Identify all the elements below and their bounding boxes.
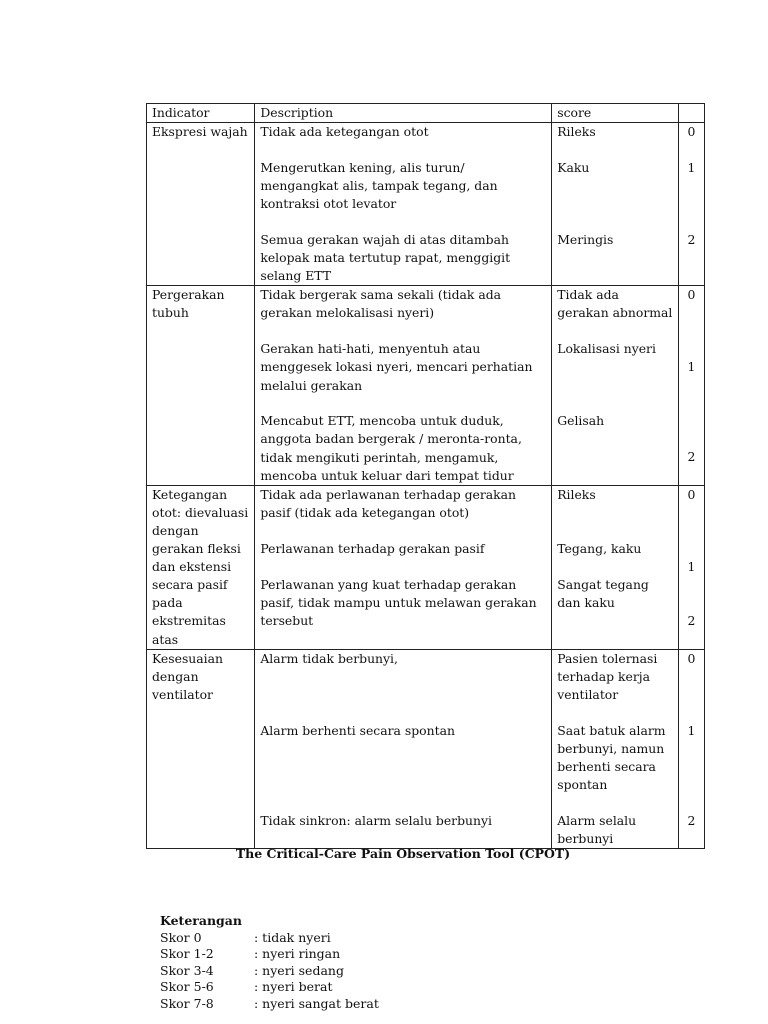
score-cell: [678, 485, 704, 649]
score-value: 2: [687, 612, 696, 628]
indicator-line: Ketegangan: [152, 486, 228, 502]
category-entry: Kaku: [557, 160, 590, 176]
description-cell: [255, 123, 552, 286]
indicator-line: dan ekstensi: [152, 559, 232, 575]
score-cell: [678, 286, 704, 485]
description-cell: [255, 485, 552, 649]
description-entry: Tidak sinkron: alarm selalu berbunyi: [260, 812, 492, 828]
score-value: 2: [687, 449, 696, 465]
legend-item: [160, 930, 379, 947]
table-row: [147, 649, 705, 848]
table-row: [147, 123, 705, 286]
indicator-line: ekstremitas: [152, 613, 226, 629]
description-entry: Alarm tidak berbunyi,: [260, 650, 398, 666]
legend-item: [160, 963, 379, 980]
description-entry: Semua gerakan wajah di atas ditambah kelopak mata tertutup rapat, menggigit selang ETT: [260, 232, 511, 284]
legend-label: Skor 5-6: [160, 979, 214, 994]
table-caption: The Critical-Care Pain Observation Tool (CPOT): [235, 846, 571, 861]
indicator-line: tubuh: [152, 305, 189, 321]
category-entry: Meringis: [557, 232, 614, 248]
category-entry: Gelisah: [557, 413, 605, 429]
indicator-line: ventilator: [152, 686, 213, 702]
indicator-line: gerakan fleksi: [152, 541, 241, 557]
legend-label: Skor 0: [160, 929, 202, 945]
category-entry: Tidak ada gerakan abnormal: [557, 287, 673, 321]
description-entry: Mencabut ETT, mencoba untuk duduk, anggota badan bergerak / meronta-ronta, tidak mengikuti perintah, mengamuk, mencoba untuk keluar dari tempat tidur: [260, 413, 522, 483]
indicator-line: secara pasif: [152, 577, 228, 593]
indicator-line: dengan: [152, 668, 199, 684]
description-entry: Perlawanan yang kuat terhadap gerakan pasif, tidak mampu untuk melawan gerakan tersebut: [260, 576, 537, 628]
indicator-cell: [147, 649, 255, 848]
score-legend: [160, 913, 379, 1012]
description-entry: Gerakan hati-hati, menyentuh atau menggesek lokasi nyeri, mencari perhatian melalui gerakan: [260, 341, 533, 393]
legend-item: [160, 996, 379, 1013]
score-value: 0: [687, 486, 696, 502]
description-entry: Tidak ada ketegangan otot: [260, 124, 429, 140]
category-entry: Saat batuk alarm berbunyi, namun berhenti secara spontan: [557, 722, 666, 792]
header-description: Description: [255, 104, 552, 123]
description-entry: Mengerutkan kening, alis turun/ mengangkat alis, tampak tegang, dan kontraksi otot levator: [260, 160, 498, 212]
indicator-line: dengan: [152, 522, 199, 538]
category-entry: Rileks: [557, 486, 596, 502]
category-cell: [552, 123, 679, 286]
score-value: 1: [687, 359, 696, 375]
indicator-line: otot: dievaluasi: [152, 504, 249, 520]
description-entry: Tidak bergerak sama sekali (tidak ada gerakan melokalisasi nyeri): [260, 287, 502, 321]
legend-title: Keterangan: [160, 913, 242, 928]
legend-value: : nyeri sangat berat: [254, 995, 379, 1011]
description-cell: [255, 649, 552, 848]
indicator-line: pada: [152, 595, 183, 611]
indicator-cell: [147, 286, 255, 485]
table-header-row: [147, 104, 705, 123]
category-entry: Alarm selalu berbunyi: [557, 812, 637, 846]
legend-value: : nyeri berat: [254, 979, 333, 994]
legend-item: [160, 979, 379, 996]
header-indicator: Indicator: [147, 104, 255, 123]
description-cell: [255, 286, 552, 485]
score-value: 2: [687, 812, 696, 828]
score-cell: [678, 123, 704, 286]
category-entry: Tegang, kaku: [557, 540, 642, 556]
category-cell: [552, 649, 679, 848]
indicator-line: Pergerakan: [152, 287, 225, 303]
indicator-line: atas: [152, 631, 179, 647]
category-cell: [552, 286, 679, 485]
score-value: 0: [687, 287, 696, 303]
category-entry: Lokalisasi nyeri: [557, 341, 656, 357]
table-row: [147, 485, 705, 649]
legend-item: [160, 946, 379, 963]
legend-label: Skor 1-2: [160, 946, 214, 961]
indicator-cell: [147, 485, 255, 649]
score-value: 1: [687, 558, 696, 574]
category-entry: Rileks: [557, 124, 596, 140]
score-value: 0: [687, 650, 696, 666]
description-entry: Alarm berhenti secara spontan: [260, 722, 455, 738]
header-score: score: [552, 104, 679, 123]
score-value: 1: [687, 722, 696, 738]
cpot-table: [146, 103, 705, 849]
header-value: [678, 104, 704, 123]
category-cell: [552, 485, 679, 649]
indicator-cell: [147, 123, 255, 286]
legend-value: : tidak nyeri: [254, 929, 331, 945]
category-entry: Sangat tegang dan kaku: [557, 576, 649, 610]
indicator-line: Ekspresi wajah: [152, 124, 248, 140]
legend-label: Skor 7-8: [160, 995, 214, 1011]
description-entry: Perlawanan terhadap gerakan pasif: [260, 540, 485, 556]
score-cell: [678, 649, 704, 848]
score-value: 0: [687, 124, 696, 140]
description-entry: Tidak ada perlawanan terhadap gerakan pasif (tidak ada ketegangan otot): [260, 486, 517, 520]
score-value: 1: [687, 160, 696, 176]
legend-label: Skor 3-4: [160, 962, 214, 978]
legend-value: : nyeri ringan: [254, 946, 341, 961]
category-entry: Pasien tolernasi terhadap kerja ventilator: [557, 650, 658, 702]
table-row: [147, 286, 705, 485]
indicator-line: Kesesuaian: [152, 650, 224, 666]
score-value: 2: [687, 232, 696, 248]
legend-value: : nyeri sedang: [254, 962, 344, 978]
